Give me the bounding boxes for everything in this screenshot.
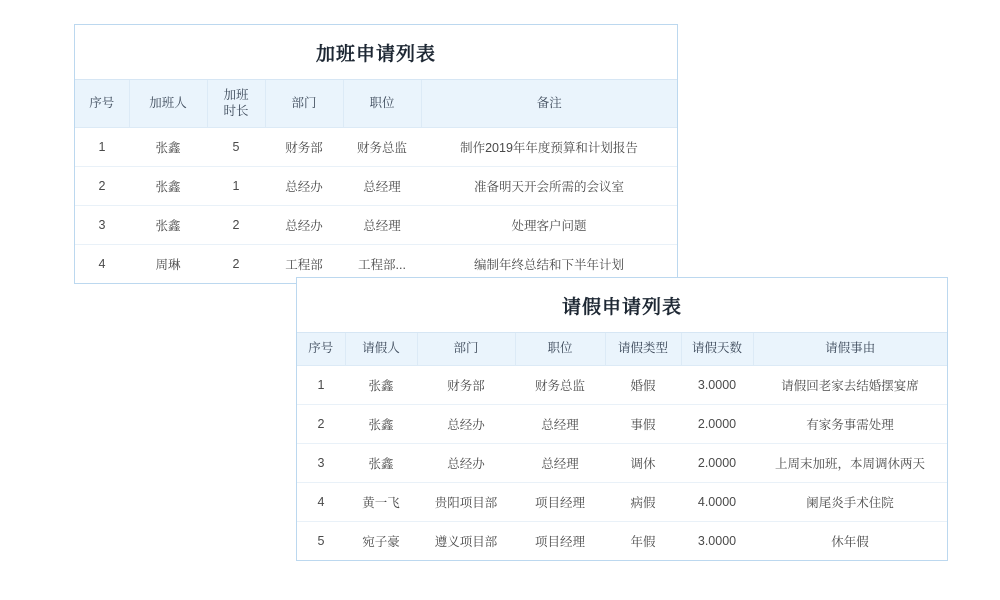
cell-reason: 有家务事需处理 [753, 404, 947, 443]
cell-index: 2 [75, 167, 129, 206]
cell-person-link[interactable]: 周琳 [129, 245, 207, 284]
cell-person-link[interactable]: 张鑫 [345, 404, 417, 443]
cell-days: 2.0000 [681, 404, 753, 443]
overtime-col-hours [207, 80, 265, 128]
cell-person-link[interactable]: 宛子豪 [345, 521, 417, 560]
leave-table [297, 333, 947, 560]
overtime-table-header [75, 80, 677, 128]
cell-department: 遵义项目部 [417, 521, 515, 560]
table-header-row [75, 80, 677, 128]
leave-col-type: 请假类型 [605, 333, 681, 365]
overtime-col-hours-line2: 时长 [223, 103, 249, 118]
cell-hours: 5 [207, 128, 265, 167]
cell-department: 工程部 [265, 245, 343, 284]
cell-type: 婚假 [605, 365, 681, 404]
cell-remark: 处理客户问题 [421, 206, 677, 245]
cell-department: 总经办 [265, 206, 343, 245]
cell-person-link[interactable]: 黄一飞 [345, 482, 417, 521]
table-row[interactable] [297, 365, 947, 404]
cell-reason: 请假回老家去结婚摆宴席 [753, 365, 947, 404]
cell-person-link[interactable]: 张鑫 [345, 365, 417, 404]
overtime-request-card [74, 24, 678, 284]
table-row[interactable] [75, 206, 677, 245]
cell-type: 事假 [605, 404, 681, 443]
cell-person-link[interactable]: 张鑫 [129, 128, 207, 167]
cell-type: 年假 [605, 521, 681, 560]
table-row[interactable] [297, 521, 947, 560]
table-header-row [297, 333, 947, 365]
cell-days: 4.0000 [681, 482, 753, 521]
cell-position: 项目经理 [515, 482, 605, 521]
cell-days: 2.0000 [681, 443, 753, 482]
overtime-col-department: 部门 [265, 80, 343, 128]
cell-type: 病假 [605, 482, 681, 521]
overtime-col-person: 加班人 [129, 80, 207, 128]
cell-position: 财务总监 [515, 365, 605, 404]
leave-col-index: 序号 [297, 333, 345, 365]
cell-department: 总经办 [265, 167, 343, 206]
table-row[interactable] [297, 404, 947, 443]
cell-department: 总经办 [417, 443, 515, 482]
cell-type: 调休 [605, 443, 681, 482]
cell-department: 财务部 [417, 365, 515, 404]
cell-position: 总经理 [343, 167, 421, 206]
overtime-col-index: 序号 [75, 80, 129, 128]
cell-position: 总经理 [515, 443, 605, 482]
table-row[interactable] [297, 482, 947, 521]
table-row[interactable] [75, 167, 677, 206]
leave-col-reason: 请假事由 [753, 333, 947, 365]
cell-department: 总经办 [417, 404, 515, 443]
overtime-card-title: 加班申请列表 [75, 25, 677, 80]
cell-position: 财务总监 [343, 128, 421, 167]
leave-col-position: 职位 [515, 333, 605, 365]
overtime-col-remark: 备注 [421, 80, 677, 128]
cell-remark: 准备明天开会所需的会议室 [421, 167, 677, 206]
cell-position: 总经理 [515, 404, 605, 443]
cell-days: 3.0000 [681, 365, 753, 404]
cell-hours: 2 [207, 206, 265, 245]
cell-remark: 制作2019年年度预算和计划报告 [421, 128, 677, 167]
cell-reason: 上周末加班，本周调休两天 [753, 443, 947, 482]
table-row[interactable] [75, 128, 677, 167]
cell-reason: 阑尾炎手术住院 [753, 482, 947, 521]
cell-position: 总经理 [343, 206, 421, 245]
leave-col-department: 部门 [417, 333, 515, 365]
cell-reason: 休年假 [753, 521, 947, 560]
leave-table-header [297, 333, 947, 365]
leave-request-card [296, 277, 948, 561]
cell-department: 贵阳项目部 [417, 482, 515, 521]
cell-remark: 编制年终总结和下半年计划 [421, 245, 677, 284]
cell-department: 财务部 [265, 128, 343, 167]
overtime-table-body [75, 128, 677, 284]
leave-card-title: 请假申请列表 [297, 278, 947, 333]
cell-days: 3.0000 [681, 521, 753, 560]
cell-index: 4 [297, 482, 345, 521]
cell-position: 工程部... [343, 245, 421, 284]
cell-person-link[interactable]: 张鑫 [129, 167, 207, 206]
cell-hours: 1 [207, 167, 265, 206]
cell-person-link[interactable]: 张鑫 [129, 206, 207, 245]
leave-table-body [297, 365, 947, 560]
cell-index: 2 [297, 404, 345, 443]
leave-col-person: 请假人 [345, 333, 417, 365]
cell-position: 项目经理 [515, 521, 605, 560]
cell-index: 1 [297, 365, 345, 404]
overtime-col-hours-line1: 加班 [223, 88, 249, 102]
cell-index: 4 [75, 245, 129, 284]
cell-index: 3 [75, 206, 129, 245]
overtime-col-position: 职位 [343, 80, 421, 128]
cell-person-link[interactable]: 张鑫 [345, 443, 417, 482]
cell-index: 3 [297, 443, 345, 482]
table-row[interactable] [297, 443, 947, 482]
cell-hours: 2 [207, 245, 265, 284]
cell-index: 1 [75, 128, 129, 167]
cell-index: 5 [297, 521, 345, 560]
leave-col-days: 请假天数 [681, 333, 753, 365]
overtime-table [75, 80, 677, 283]
